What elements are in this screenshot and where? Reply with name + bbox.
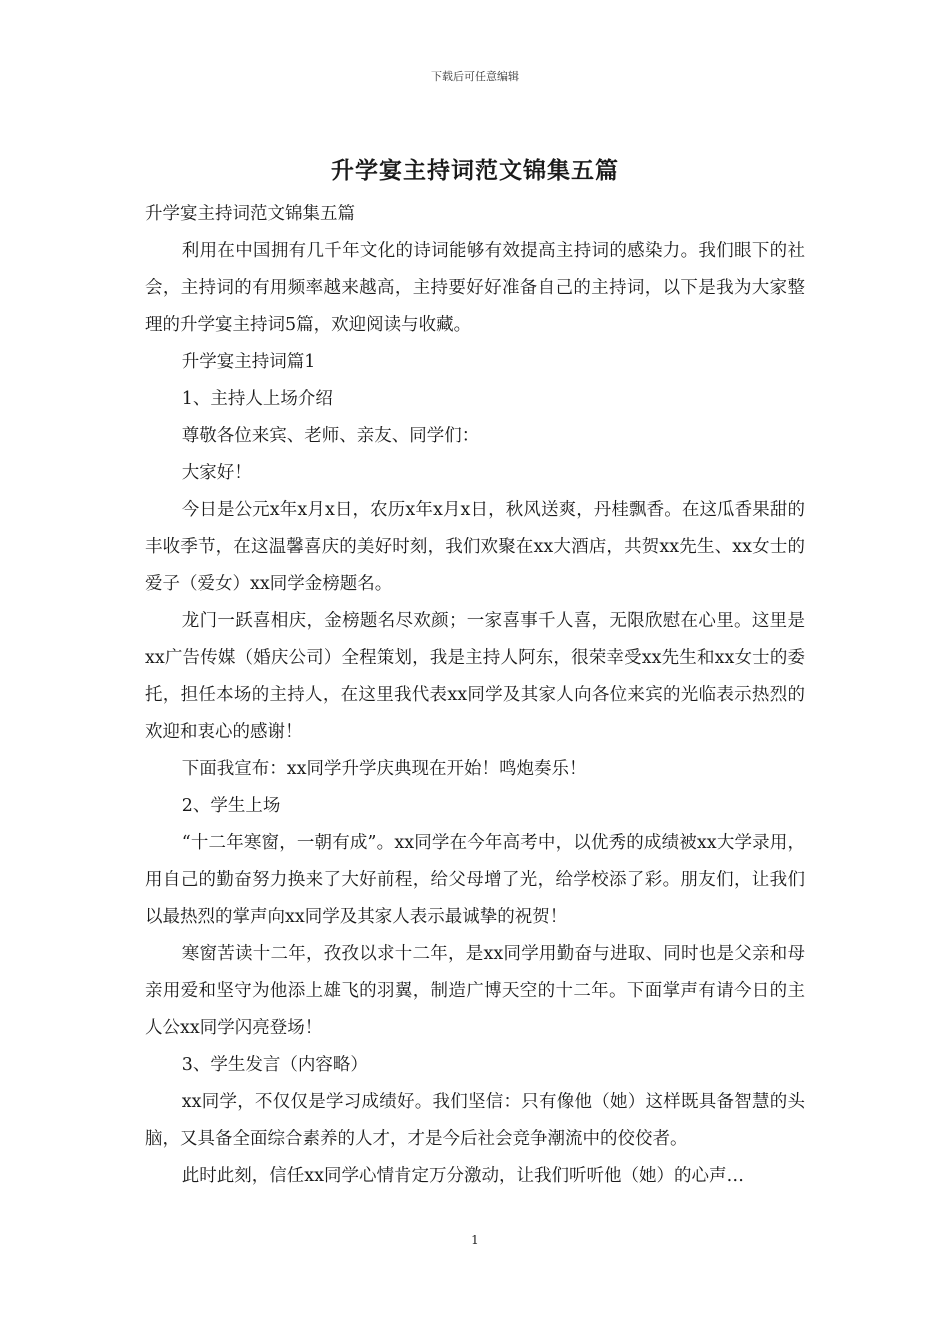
body-paragraph: 龙门一跃喜相庆，金榜题名尽欢颜；一家喜事千人喜，无限欣慰在心里。这里是xx广告传媒（婚庆公司）全程策划，我是主持人阿东，很荣幸受xx先生和xx女士的委托，担任本场的主持人，在这里我代表xx同学及其家人向各位来宾的光临表示热烈的欢迎和衷心的感谢！ (145, 611, 805, 742)
greeting-line: 尊敬各位来宾、老师、亲友、同学们： (181, 426, 480, 446)
step-heading: 3、学生发言（内容略） (181, 1055, 368, 1075)
body-paragraph: 寒窗苦读十二年，孜孜以求十二年，是xx同学用勤奋与进取、同时也是父亲和母亲用爱和坚守为他添上雄飞的羽翼，制造广博天空的十二年。下面掌声有请今日的主人公xx同学闪亮登场！ (145, 944, 805, 1038)
body-paragraph: xx同学，不仅仅是学习成绩好。我们坚信：只有像他（她）这样既具备智慧的头脑，又具备全面综合素养的人才，才是今后社会竞争潮流中的佼佼者。 (145, 1092, 805, 1149)
greeting-line: 大家好！ (181, 463, 252, 483)
body-paragraph: 今日是公元x年x月x日，农历x年x月x日，秋风送爽，丹桂飘香。在这瓜香果甜的丰收季节，在这温馨喜庆的美好时刻，我们欢聚在xx大酒店，共贺xx先生、xx女士的爱子（爱女）xx同学金榜题名。 (145, 500, 805, 594)
section-heading: 升学宴主持词篇1 (181, 352, 316, 372)
body-paragraph: “十二年寒窗，一朝有成”。xx同学在今年高考中，以优秀的成绩被xx大学录用，用自己的勤奋努力换来了大好前程，给父母增了光，给学校添了彩。朋友们，让我们以最热烈的掌声向xx同学及其家人表示最诚挚的祝贺！ (145, 833, 805, 927)
header-note: 下载后可任意编辑 (431, 70, 519, 83)
step-heading: 2、学生上场 (181, 796, 281, 816)
intro-paragraph: 利用在中国拥有几千年文化的诗词能够有效提高主持词的感染力。我们眼下的社会，主持词的有用频率越来越高，主持要好好准备自己的主持词，以下是我为大家整理的升学宴主持词5篇，欢迎阅读与收藏。 (145, 241, 805, 335)
page-number: 1 (471, 1233, 479, 1247)
step-heading: 1、主持人上场介绍 (181, 389, 333, 409)
document-body (145, 196, 805, 1195)
body-paragraph: 此时此刻，信任xx同学心情肯定万分激动，让我们听听他（她）的心声… (181, 1166, 744, 1186)
subtitle-line: 升学宴主持词范文锦集五篇 (145, 204, 355, 224)
body-paragraph: 下面我宣布：xx同学升学庆典现在开始！鸣炮奏乐！ (181, 759, 587, 779)
document-title: 升学宴主持词范文锦集五篇 (331, 157, 619, 184)
